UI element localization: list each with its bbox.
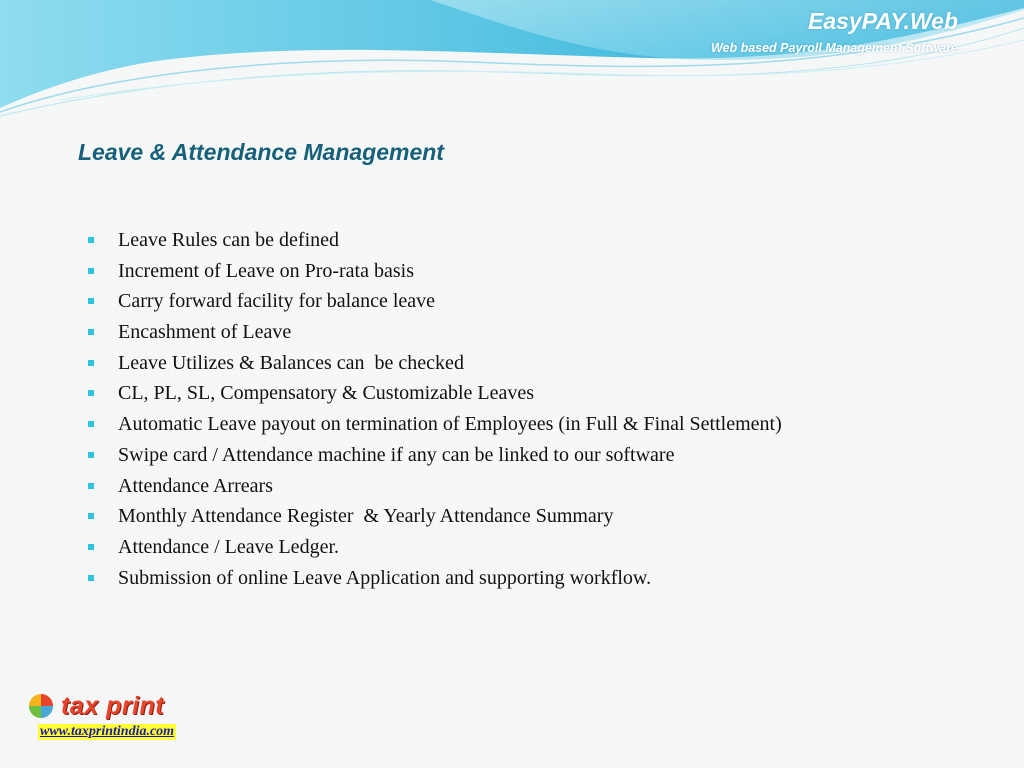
square-bullet-icon: [88, 329, 94, 335]
brand-title: EasyPAY.Web: [807, 8, 958, 34]
feature-item: [88, 348, 782, 379]
square-bullet-icon: [88, 268, 94, 274]
square-bullet-icon: [88, 544, 94, 550]
feature-item: [88, 317, 782, 348]
square-bullet-icon: [88, 513, 94, 519]
square-bullet-icon: [88, 421, 94, 427]
feature-item-text: Swipe card / Attendance machine if any can be linked to our software: [118, 443, 675, 466]
feature-item: [88, 440, 782, 471]
feature-item: [88, 563, 782, 594]
feature-item-text: CL, PL, SL, Compensatory & Customizable Leaves: [118, 382, 535, 405]
feature-item: [88, 225, 782, 256]
pie-chart-icon: [28, 693, 54, 719]
square-bullet-icon: [88, 360, 94, 366]
tax-print-logo: [28, 690, 164, 722]
feature-item: [88, 256, 782, 287]
feature-list: [88, 225, 782, 593]
feature-item-text: Encashment of Leave: [118, 321, 292, 344]
page-title: Leave & Attendance Management: [78, 139, 444, 165]
feature-item-text: Attendance Arrears: [118, 474, 273, 497]
feature-item-text: Monthly Attendance Register & Yearly Attendance Summary: [118, 505, 614, 528]
feature-item-text: Leave Utilizes & Balances can be checked: [118, 351, 464, 374]
feature-item: [88, 409, 782, 440]
feature-item-text: Increment of Leave on Pro-rata basis: [118, 259, 414, 282]
feature-item: [88, 532, 782, 563]
brand-subtitle: Web based Payroll Management Software: [710, 41, 958, 55]
feature-item: [88, 471, 782, 502]
square-bullet-icon: [88, 483, 94, 489]
feature-item: [88, 286, 782, 317]
square-bullet-icon: [88, 390, 94, 396]
square-bullet-icon: [88, 237, 94, 243]
feature-item-text: Submission of online Leave Application and supporting workflow.: [118, 566, 652, 589]
square-bullet-icon: [88, 575, 94, 581]
feature-item-text: Carry forward facility for balance leave: [118, 290, 436, 313]
feature-item: [88, 378, 782, 409]
feature-item-text: Leave Rules can be defined: [118, 229, 340, 251]
square-bullet-icon: [88, 298, 94, 304]
feature-item-text: Attendance / Leave Ledger.: [118, 535, 339, 558]
feature-item: [88, 501, 782, 532]
feature-item-text: Automatic Leave payout on termination of Employees (in Full & Final Settlement): [118, 413, 782, 436]
logo-text: tax print: [61, 691, 165, 720]
square-bullet-icon: [88, 452, 94, 458]
website-link[interactable]: www.taxprintindia.com: [40, 724, 175, 739]
